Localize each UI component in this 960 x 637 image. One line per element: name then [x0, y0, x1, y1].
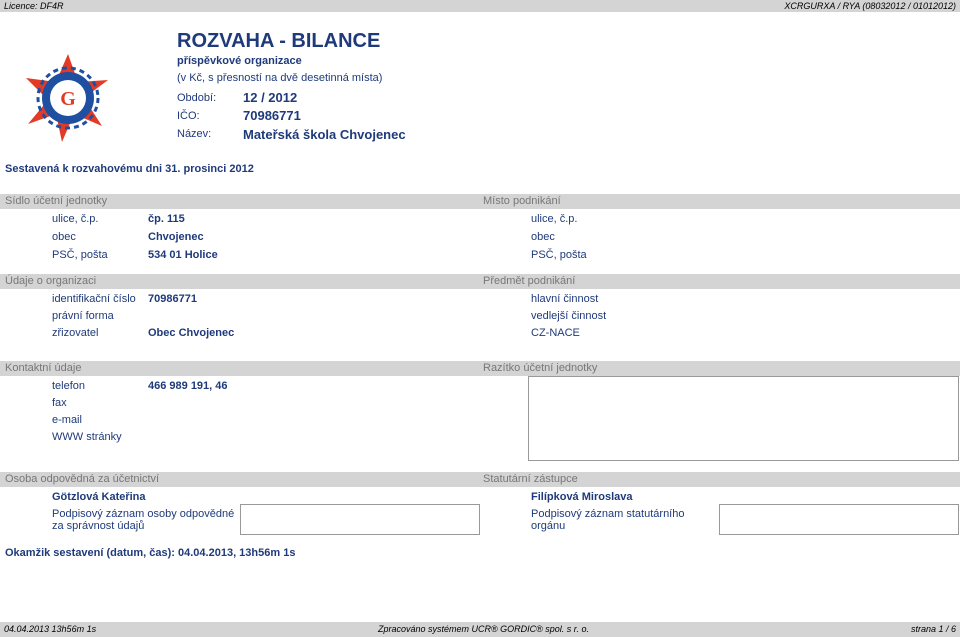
- footer-system: Zpracováno systémem UCR® GORDIC® spol. s r. o.: [378, 624, 589, 634]
- kontakt-telefon-value: 466 989 191, 46: [148, 380, 228, 392]
- nazev-label: Název:: [177, 128, 212, 140]
- sestavena-text: Sestavená k rozvahovému dni 31. prosinci 2012: [5, 163, 254, 175]
- section-heading: Statutární zástupce: [483, 473, 578, 485]
- sidlo-obec-value: Chvojenec: [148, 231, 204, 243]
- logo-letter: G: [60, 88, 76, 110]
- statutarni-signature-box: [719, 504, 959, 535]
- sidlo-psc-value: 534 01 Holice: [148, 249, 218, 261]
- currency-note: (v Kč, s přesností na dvě desetinná místa): [177, 72, 383, 84]
- obdobi-label: Období:: [177, 92, 217, 104]
- statutarni-podpis-line1: Podpisový záznam statutárního: [531, 508, 685, 520]
- udaje-zrizovatel-value: Obec Chvojenec: [148, 327, 235, 339]
- sidlo-obec-label: obec: [52, 231, 76, 243]
- kontakt-fax-label: fax: [52, 397, 67, 409]
- razitko-box: [528, 376, 959, 461]
- section-kontakt-header: [0, 361, 478, 376]
- section-sidlo-header: [0, 194, 478, 209]
- udaje-id-value: 70986771: [148, 293, 197, 305]
- osoba-name: Götzlová Kateřina: [52, 491, 146, 503]
- section-heading: Sídlo účetní jednotky: [5, 195, 108, 207]
- section-osoba-header: [0, 472, 478, 487]
- udaje-forma-label: právní forma: [52, 310, 114, 322]
- predmet-nace-label: CZ-NACE: [531, 327, 580, 339]
- misto-psc-label: PSČ, pošta: [531, 249, 587, 261]
- section-heading: Kontaktní údaje: [5, 362, 82, 374]
- section-heading: Údaje o organizaci: [5, 275, 97, 287]
- predmet-vedlejsi-label: vedlejší činnost: [531, 310, 607, 322]
- section-statutarni-header: [478, 472, 960, 487]
- nazev-value: Mateřská škola Chvojenec: [243, 127, 406, 142]
- sidlo-ulice-label: ulice, č.p.: [52, 213, 99, 225]
- udaje-id-label: identifikační číslo: [52, 293, 136, 305]
- osoba-signature-box: [240, 504, 480, 535]
- kontakt-email-label: e-mail: [52, 414, 82, 426]
- ico-value: 70986771: [243, 108, 301, 123]
- kontakt-telefon-label: telefon: [52, 380, 86, 392]
- section-heading: Předmět podnikání: [483, 275, 576, 287]
- osoba-podpis-line2: za správnost údajů: [52, 520, 145, 532]
- section-heading: Místo podnikání: [483, 195, 561, 207]
- document-code: XCRGURXA / RYA (08032012 / 01012012): [784, 1, 956, 11]
- section-heading: Razítko účetní jednotky: [483, 362, 598, 374]
- okamzik-text: Okamžik sestavení (datum, čas): 04.04.2013, 13h56m 1s: [5, 547, 296, 559]
- sidlo-ulice-value: čp. 115: [148, 213, 185, 225]
- section-misto-header: [478, 194, 960, 209]
- osoba-podpis-line1: Podpisový záznam osoby odpovědné: [52, 508, 235, 520]
- statutarni-name: Filípková Miroslava: [531, 491, 633, 503]
- footer-date: 04.04.2013 13h56m 1s: [4, 624, 97, 634]
- statutarni-podpis-line2: orgánu: [531, 520, 566, 532]
- gordic-logo: [22, 52, 114, 144]
- section-heading: Osoba odpovědná za účetnictví: [5, 473, 160, 485]
- footer-page: strana 1 / 6: [910, 624, 956, 634]
- page-subtitle: příspěvkové organizace: [177, 55, 302, 67]
- predmet-hlavni-label: hlavní činnost: [531, 293, 599, 305]
- top-bar: [0, 0, 960, 12]
- misto-ulice-label: ulice, č.p.: [531, 213, 578, 225]
- licence-text: Licence: DF4R: [4, 1, 64, 11]
- obdobi-value: 12 / 2012: [243, 90, 298, 105]
- section-udaje-header: [0, 274, 478, 289]
- misto-obec-label: obec: [531, 231, 555, 243]
- udaje-zrizovatel-label: zřizovatel: [52, 327, 99, 339]
- footer-bar: [0, 622, 960, 637]
- kontakt-www-label: WWW stránky: [52, 431, 122, 443]
- page-title: ROZVAHA - BILANCE: [177, 30, 381, 52]
- ico-label: IČO:: [177, 110, 200, 122]
- section-razitko-header: [478, 361, 960, 376]
- section-predmet-header: [478, 274, 960, 289]
- sidlo-psc-label: PSČ, pošta: [52, 249, 108, 261]
